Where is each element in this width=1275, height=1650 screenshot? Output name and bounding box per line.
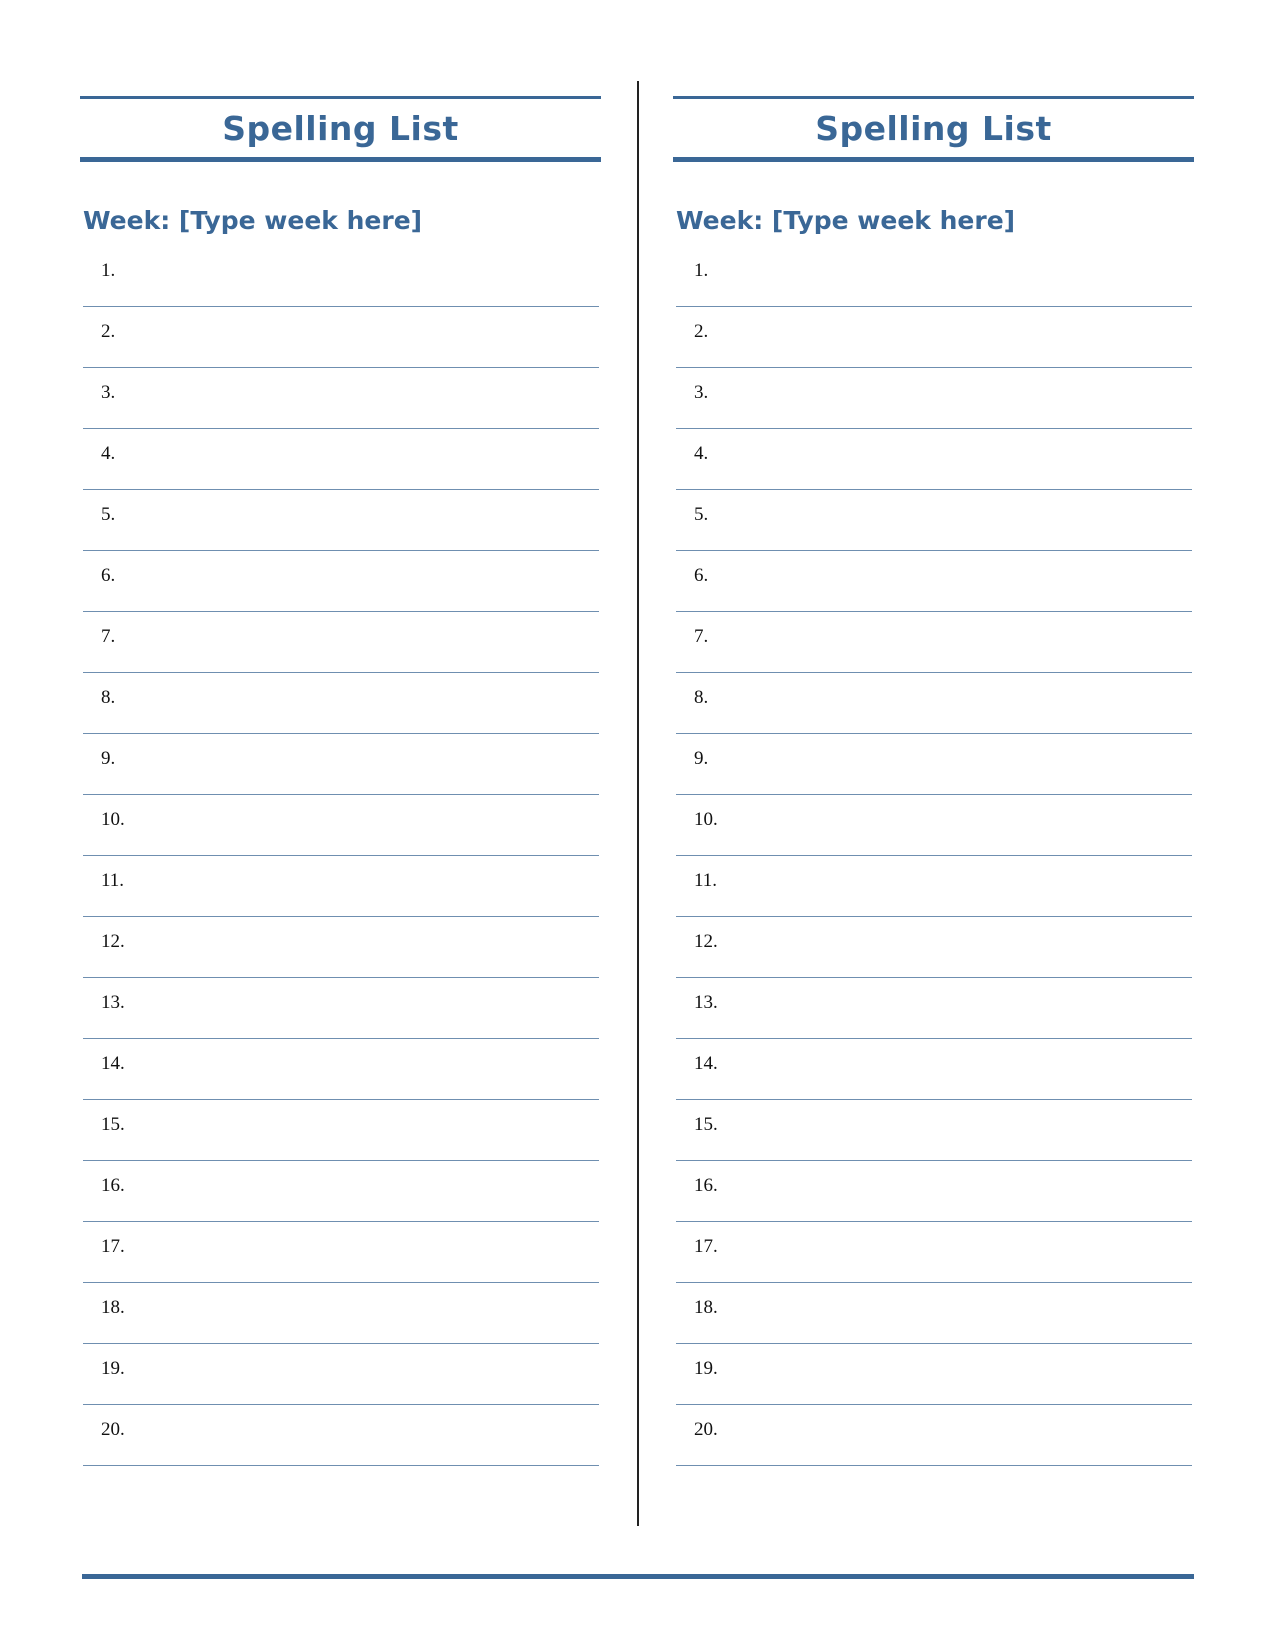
list-item[interactable]: [83, 1161, 599, 1222]
list-item[interactable]: [83, 1100, 599, 1161]
item-number: 12.: [101, 931, 125, 952]
item-number: 13.: [101, 992, 125, 1013]
item-number: 8.: [694, 687, 709, 708]
list-item[interactable]: [83, 795, 599, 856]
list-item[interactable]: [676, 368, 1192, 429]
list-item[interactable]: [676, 490, 1192, 551]
list-item[interactable]: [83, 490, 599, 551]
page-title: Spelling List: [815, 108, 1052, 148]
item-number: 11.: [694, 870, 718, 891]
item-number: 6.: [694, 565, 709, 586]
list-item[interactable]: [676, 551, 1192, 612]
list-item[interactable]: [676, 612, 1192, 673]
spelling-list-right: [673, 96, 1194, 1466]
item-number: 15.: [101, 1114, 125, 1135]
column-divider: [637, 81, 639, 1526]
list-item[interactable]: [83, 1222, 599, 1283]
title-block: [673, 96, 1194, 162]
list-item[interactable]: [83, 856, 599, 917]
list-item[interactable]: [676, 673, 1192, 734]
week-field[interactable]: Week: [Type week here]: [676, 206, 1016, 235]
item-number: 2.: [101, 321, 116, 342]
item-number: 13.: [694, 992, 718, 1013]
title-block: [80, 96, 601, 162]
item-number: 14.: [694, 1053, 718, 1074]
item-number: 20.: [101, 1419, 125, 1440]
list-item[interactable]: [83, 1039, 599, 1100]
item-number: 16.: [101, 1175, 125, 1196]
item-number: 4.: [694, 443, 709, 464]
list-item[interactable]: [83, 978, 599, 1039]
list-item[interactable]: [83, 1283, 599, 1344]
item-number: 12.: [694, 931, 718, 952]
item-number: 3.: [694, 382, 709, 403]
list-item[interactable]: [83, 612, 599, 673]
item-number: 17.: [101, 1236, 125, 1257]
list-item[interactable]: [83, 429, 599, 490]
list-item[interactable]: [676, 1222, 1192, 1283]
list-item[interactable]: [83, 1405, 599, 1466]
list-item[interactable]: [676, 978, 1192, 1039]
list-item[interactable]: [83, 1344, 599, 1405]
item-number: 19.: [101, 1358, 125, 1379]
item-number: 8.: [101, 687, 116, 708]
list-item[interactable]: [83, 307, 599, 368]
week-field[interactable]: Week: [Type week here]: [83, 206, 423, 235]
list-item[interactable]: [83, 917, 599, 978]
list-item[interactable]: [83, 368, 599, 429]
item-number: 18.: [101, 1297, 125, 1318]
item-number: 15.: [694, 1114, 718, 1135]
list-item[interactable]: [676, 429, 1192, 490]
list-item[interactable]: [676, 1039, 1192, 1100]
item-number: 5.: [101, 504, 116, 525]
spelling-list-left: [80, 96, 601, 1466]
item-number: 6.: [101, 565, 116, 586]
list-item[interactable]: [676, 856, 1192, 917]
list-item[interactable]: [676, 1283, 1192, 1344]
footer-rule: [82, 1574, 1194, 1579]
item-number: 17.: [694, 1236, 718, 1257]
list-item[interactable]: [83, 734, 599, 795]
word-list: [83, 246, 599, 1466]
item-number: 1.: [101, 260, 116, 281]
list-item[interactable]: [83, 246, 599, 307]
item-number: 7.: [101, 626, 116, 647]
item-number: 9.: [101, 748, 116, 769]
item-number: 20.: [694, 1419, 718, 1440]
item-number: 10.: [694, 809, 718, 830]
item-number: 5.: [694, 504, 709, 525]
list-item[interactable]: [676, 795, 1192, 856]
list-item[interactable]: [676, 1100, 1192, 1161]
item-number: 3.: [101, 382, 116, 403]
list-item[interactable]: [676, 1344, 1192, 1405]
item-number: 10.: [101, 809, 125, 830]
item-number: 19.: [694, 1358, 718, 1379]
word-list: [676, 246, 1192, 1466]
list-item[interactable]: [676, 1161, 1192, 1222]
item-number: 14.: [101, 1053, 125, 1074]
list-item[interactable]: [83, 551, 599, 612]
list-item[interactable]: [676, 307, 1192, 368]
item-number: 18.: [694, 1297, 718, 1318]
item-number: 7.: [694, 626, 709, 647]
page-title: Spelling List: [222, 108, 459, 148]
list-item[interactable]: [83, 673, 599, 734]
item-number: 4.: [101, 443, 116, 464]
list-item[interactable]: [676, 917, 1192, 978]
list-item[interactable]: [676, 246, 1192, 307]
item-number: 11.: [101, 870, 125, 891]
list-item[interactable]: [676, 1405, 1192, 1466]
list-item[interactable]: [676, 734, 1192, 795]
item-number: 16.: [694, 1175, 718, 1196]
item-number: 1.: [694, 260, 709, 281]
item-number: 9.: [694, 748, 709, 769]
item-number: 2.: [694, 321, 709, 342]
